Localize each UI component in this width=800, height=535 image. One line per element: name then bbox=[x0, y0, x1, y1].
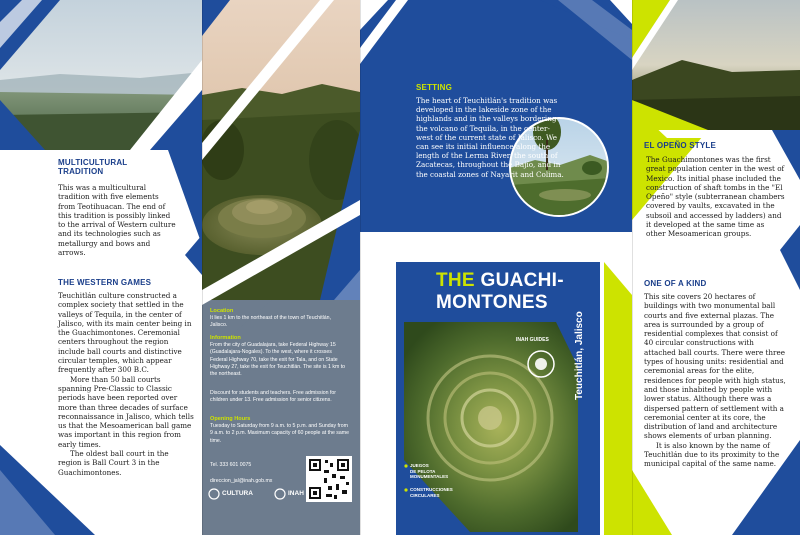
bullet-line: DE PELOTA bbox=[410, 468, 436, 474]
location-text: It lies 1 km to the northeast of the town of Teuchitlán, Jalisco. bbox=[210, 315, 332, 329]
information-block bbox=[210, 335, 350, 378]
bullet-line: JUEGOS bbox=[410, 463, 429, 468]
fold-line bbox=[202, 0, 203, 535]
setting-heading: SETTING bbox=[416, 83, 453, 92]
panel-setting-cover bbox=[360, 0, 632, 535]
panel-el-openo bbox=[632, 0, 800, 535]
bullet-line: CONSTRUCCIONES bbox=[410, 487, 453, 492]
panel-multicultural bbox=[0, 0, 202, 535]
fold-line bbox=[632, 0, 633, 535]
phone-text: Tel. 333 601 0075 bbox=[210, 462, 252, 468]
western-games-heading: THE WESTERN GAMES bbox=[58, 278, 152, 287]
western-games-text bbox=[58, 291, 194, 477]
information-label: Information bbox=[210, 335, 241, 341]
cultura-logo-text: CULTURA bbox=[222, 490, 253, 497]
multicultural-heading bbox=[58, 158, 127, 176]
cover-vertical-location: Teuchitlán, Jalisco bbox=[574, 311, 585, 400]
hours-text: Tuesday to Saturday from 9 a.m. to 5 p.m. and Sunday from 9 a.m. to 2 p.m. Maximum capacity of 60 people at the same time. bbox=[210, 423, 349, 444]
multicultural-text: This was a multicultural tradition with five elements from Teotihuacan. The end of this tradition is possibly linked to the arrival of Western culture and its technologies such as metallurgy and bows and arrows. bbox=[58, 183, 176, 258]
cover-title-word: MONTONES bbox=[436, 292, 548, 313]
fold-line bbox=[360, 0, 361, 535]
discount-text: Discount for students and teachers. Free admission for children under 13. Free admission for senior citizens. bbox=[210, 390, 337, 404]
bullet-line: MONUMENTALES bbox=[410, 474, 449, 480]
panel2-graphics bbox=[202, 0, 360, 535]
location-label: Location bbox=[210, 308, 234, 314]
hours-label: Opening Hours bbox=[210, 416, 251, 422]
panel3-graphics bbox=[360, 0, 632, 535]
cover-title-the: THE bbox=[436, 270, 475, 291]
cover-title-word: GUACHI- bbox=[480, 270, 564, 291]
information-text: From the city of Guadalajara, take Federal Highway 15 (Guadalajara-Nogales). To the west, where it crosses Federal Highway 70, take the exit for Tala, and on State Highway 27, take the exit for Teuchitlán. The site is 1 km to the northeast. bbox=[210, 342, 346, 378]
one-of-a-kind-text bbox=[644, 292, 786, 469]
paragraph: Teuchitlán culture constructed a complex society that settled in the valleys of Tequila, in the center of Jalisco, with its main center being in the Guachimontones. Ceremonial centers throughout the region include ball courts and distinctive circular temples, which appear frequently after 300 B.C. bbox=[58, 291, 192, 375]
heading-line: MULTICULTURAL bbox=[58, 158, 128, 167]
guides-label: INAH GUIDES bbox=[516, 337, 549, 343]
hours-block bbox=[210, 416, 350, 445]
location-block bbox=[210, 308, 344, 330]
panel-info bbox=[202, 0, 360, 535]
cover-bullet-circular bbox=[410, 487, 453, 498]
paragraph: More than 50 ball courts spanning Pre-Classic to Classic periods have been reported over more than three decades of surface reconnaissance in Jalisco, which tells us that the Mesoamerican ball game was important in this region from early times. bbox=[58, 374, 194, 449]
inah-logo-text: INAH bbox=[288, 490, 304, 497]
paragraph: The oldest ball court in the region is Ball Court 3 in the Guachimontones. bbox=[58, 449, 169, 477]
paragraph: This site covers 20 hectares of buildings with two monumental ball courts and five external plazas. The area is surrounded by a group of residential complexes that consist of 40 circular constructions with attached ball courts. There were three types of housing units: residential and ceremonial areas for the elite, residences for people with high status, and those inhabited by people with lower status. Although there was a dispersed pattern of settlement with a ceremonial center at its core, the distribution of land and architecture shows elements of urban planning. bbox=[644, 292, 786, 441]
heading-line: TRADITION bbox=[58, 167, 104, 176]
bullet-line: CIRCULARES bbox=[410, 492, 440, 498]
cover-title bbox=[436, 270, 564, 314]
el-openo-heading: EL OPEÑO STYLE bbox=[644, 141, 716, 150]
el-openo-text: The Guachimontones was the first great population center in the west of Mexico. Its initial phase included the construction of shaft tombs in the "El Opeño" style (subterranean chambers covered by vaults, excavated in the subsoil and accessed by ladders) and it developed at the same time as other Mesoamerican groups. bbox=[646, 155, 785, 239]
email-link[interactable]: direccion_jal@inah.gob.mx bbox=[210, 478, 273, 484]
setting-text: The heart of Teuchitlán's tradition was developed in the lakeside zone of the highlands and in the valleys bordering the volcano of Tequila, in the center-west of the current state of Jalisco. We can see its initial influence along the length of the Lerma River, the south of Zacatecas, throughout the Bajío, and in the coastal zones of Nayarit and Colima. bbox=[416, 96, 564, 179]
one-of-a-kind-heading: ONE OF A KIND bbox=[644, 279, 707, 288]
paragraph: It is also known by the name of Teuchitlán due to its proximity to the municipal capital of the same name. bbox=[644, 440, 780, 469]
cover-bullet-ballcourts bbox=[410, 463, 448, 480]
